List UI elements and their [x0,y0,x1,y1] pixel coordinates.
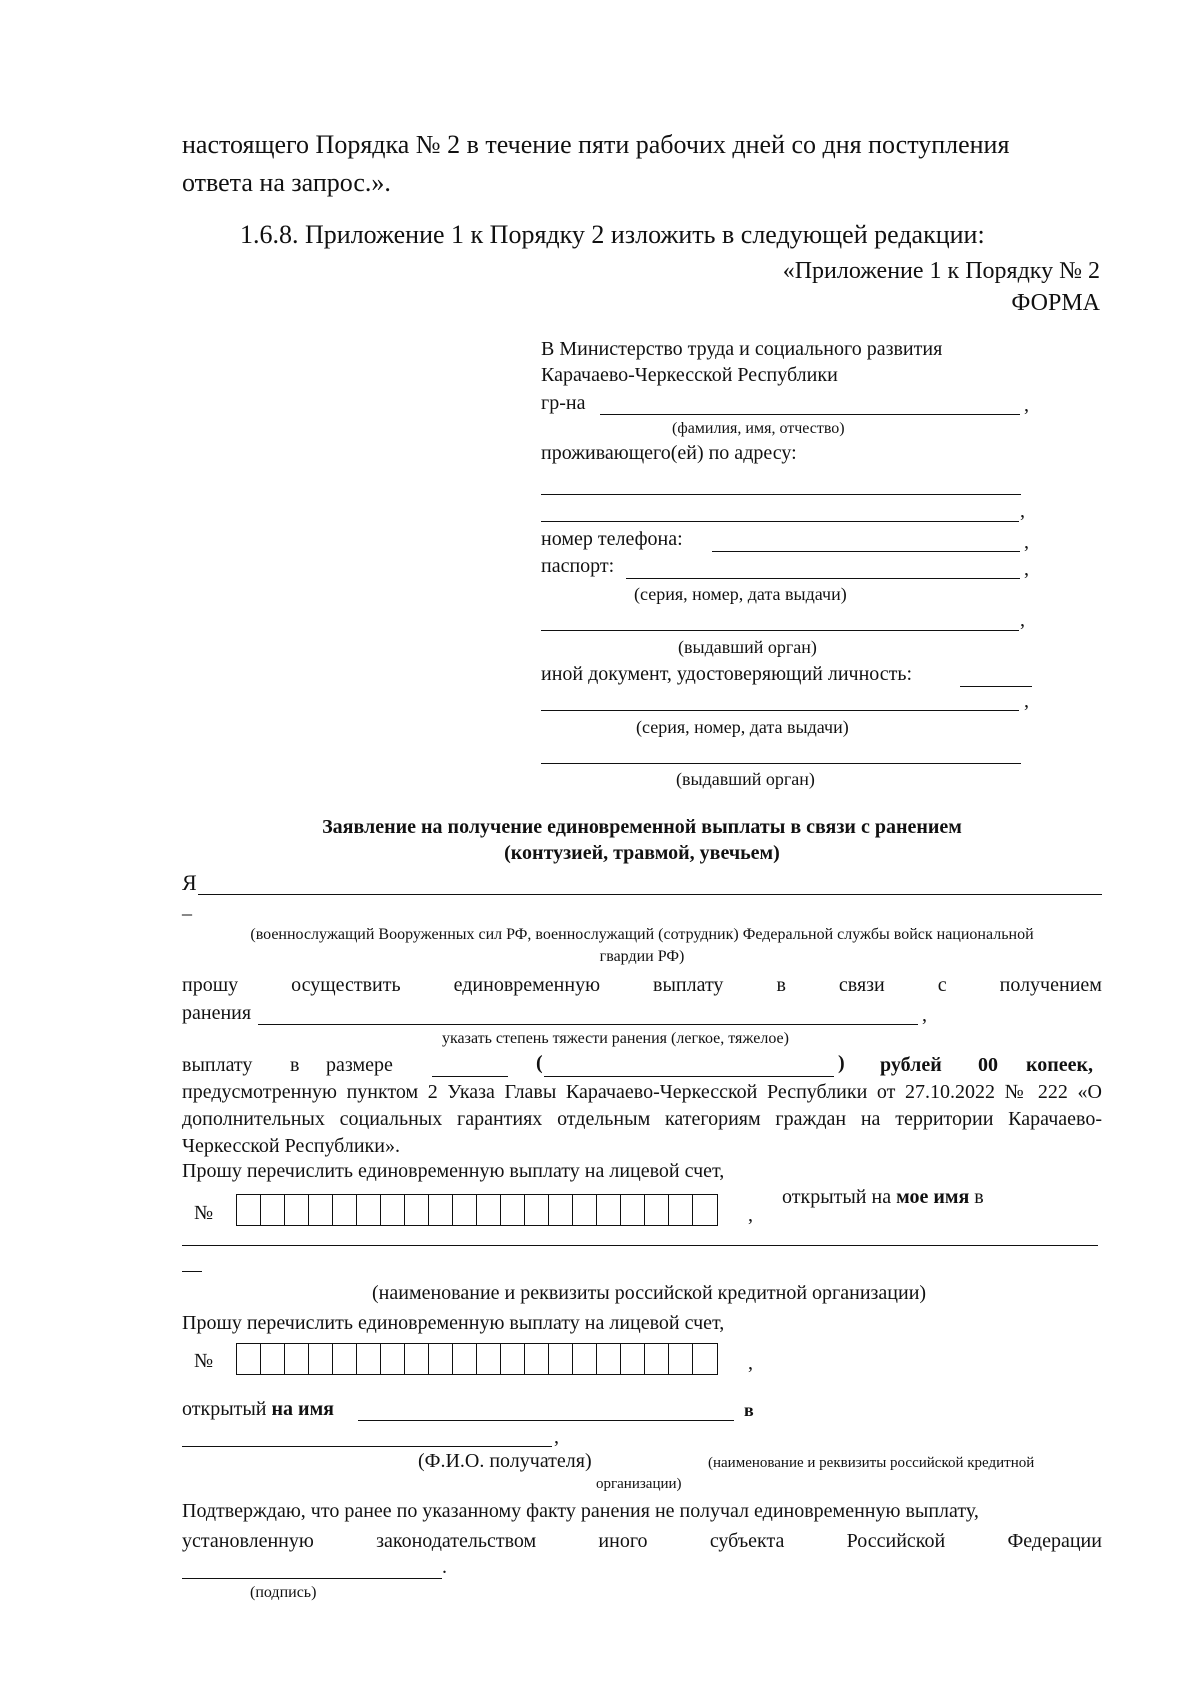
passport-label: паспорт: [541,555,615,577]
comma: , [1020,609,1025,631]
transfer-2-text: Прошу перечислить единовременную выплату на лицевой счет, [182,1312,725,1334]
legal-text: предусмотренную пунктом 2 Указа Главы Карачаево-Черкесской Республики от 27.10.2022 № 222 «О дополнительных социальных гарантиях отдельным категориям граждан на территории Карачаево-Черкесской Республики». [182,1081,1102,1157]
paren-close: ) [838,1052,845,1074]
other-doc-hint: (серия, номер, дата выдачи) [636,717,849,737]
word: Российской [846,1530,946,1552]
recipient-bank-field[interactable] [182,1446,552,1447]
comma: , [1024,558,1029,580]
rubles-label: рублей [880,1054,942,1076]
amount-word-3: размере [326,1054,393,1076]
bank-details-field-1-dash [182,1271,202,1272]
other-issuer-field[interactable] [541,763,1021,764]
address-field-1[interactable] [541,494,1021,495]
recipient-name-field[interactable] [358,1420,734,1421]
wound-label: ранения [182,1002,252,1024]
comma: , [554,1426,559,1448]
applicant-hint-2: гвардии РФ) [599,948,685,965]
citizen-fio-field[interactable] [600,414,1020,415]
bank-details-field-1[interactable] [182,1245,1098,1246]
passport-hint: (серия, номер, дата выдачи) [634,584,847,604]
bank-hint-small-1: (наименование и реквизиты российской кредитной [708,1455,1035,1471]
request-line [182,974,1102,997]
transfer-1-text: Прошу перечислить единовременную выплату на лицевой счет, [182,1160,725,1182]
signature-hint: (подпись) [250,1584,317,1601]
forma-label: ФОРМА [1011,290,1100,316]
word: установленную [182,1530,314,1552]
word: субъекта [709,1530,785,1552]
other-doc-field[interactable] [960,686,1032,687]
passport-field[interactable] [626,578,1020,579]
phone-label: номер телефона: [541,528,683,550]
other-issuer-hint: (выдавший орган) [676,769,815,789]
account-number-boxes-1[interactable] [236,1194,718,1226]
word: Федерации [1007,1530,1102,1552]
opened-my-name-bold: мое имя [896,1186,970,1208]
word: единовременную [453,974,601,996]
intro-line-3: 1.6.8. Приложение 1 к Порядку 2 изложить в следующей редакции: [240,220,985,249]
address-field-2[interactable] [541,521,1019,522]
opened-prefix: открытый [182,1398,267,1420]
recipient-republic: Карачаево-Черкесской Республики [541,364,838,386]
amount-words-field[interactable] [544,1076,834,1077]
ya-label: Я [182,870,197,895]
comma: , [1024,690,1029,712]
word: осуществить [291,974,401,996]
applicant-hint-1: (военнослужащий Вооруженных сил РФ, военнослужащий (сотрудник) Федеральной службы войск национальной [250,926,1034,943]
address-label: проживающего(ей) по адресу: [541,442,797,464]
confirm-line-2 [182,1530,1102,1553]
recipient-ministry: В Министерство труда и социального развития [541,338,943,360]
opened-on-name [182,1398,334,1421]
dash: _ [182,896,192,918]
phone-field[interactable] [712,551,1020,552]
word: связи [838,974,885,996]
word: иного [598,1530,648,1552]
paren-open: ( [536,1052,543,1074]
zero-label: 00 [978,1054,998,1076]
wound-hint: указать степень тяжести ранения (легкое, тяжелое) [442,1030,789,1047]
other-doc-details-field[interactable] [541,710,1019,711]
amount-word-2: в [290,1054,300,1076]
word: выплату [653,974,724,996]
issuer-hint: (выдавший орган) [678,637,817,657]
account-number-label: № [194,1350,214,1372]
opened-suffix: в [974,1186,984,1208]
account-number-boxes-2[interactable] [236,1343,718,1375]
word: прошу [182,974,239,996]
applicant-field[interactable] [198,894,1102,895]
form-title-line-2: (контузией, травмой, увечьем) [504,842,780,864]
opened-prefix: открытый на [782,1186,892,1208]
word: законодательством [376,1530,537,1552]
word: с [937,974,947,996]
passport-issuer-field[interactable] [541,630,1019,631]
kopecks-label: копеек, [1026,1054,1094,1076]
other-doc-label: иной документ, удостоверяющий личность: [541,663,913,685]
amount-word-1: выплату [182,1054,253,1076]
period: . [442,1556,447,1578]
word: получением [999,974,1102,996]
intro-line-2: ответа на запрос.». [182,168,391,197]
word: в [776,974,786,996]
bank-hint-small-2: организации) [596,1476,682,1492]
comma: , [748,1204,753,1226]
comma: , [1024,394,1029,416]
wound-severity-field[interactable] [258,1024,918,1025]
opened-suffix: в [744,1400,754,1420]
comma: , [1020,500,1025,522]
comma: , [922,1004,927,1026]
opened-my-name [782,1186,984,1209]
amount-number-field[interactable] [432,1076,508,1077]
citizen-label: гр-на [541,392,586,414]
confirm-line-1: Подтверждаю, что ранее по указанному факту ранения не получал единовременную выплату, [182,1500,979,1522]
account-number-label: № [194,1202,214,1224]
comma: , [1024,531,1029,553]
bank-hint: (наименование и реквизиты российской кредитной организации) [372,1282,927,1304]
opened-on-name-bold: на имя [271,1398,335,1420]
appendix-label: «Приложение 1 к Порядку № 2 [782,258,1100,284]
form-title-line-1: Заявление на получение единовременной выплаты в связи с ранением [322,816,962,838]
signature-field[interactable] [182,1578,442,1579]
fio-hint: (фамилия, имя, отчество) [672,420,845,437]
comma: , [748,1352,753,1374]
intro-line-1: настоящего Порядка № 2 в течение пяти рабочих дней со дня поступления [182,130,1010,159]
recipient-hint: (Ф.И.О. получателя) [418,1450,592,1472]
